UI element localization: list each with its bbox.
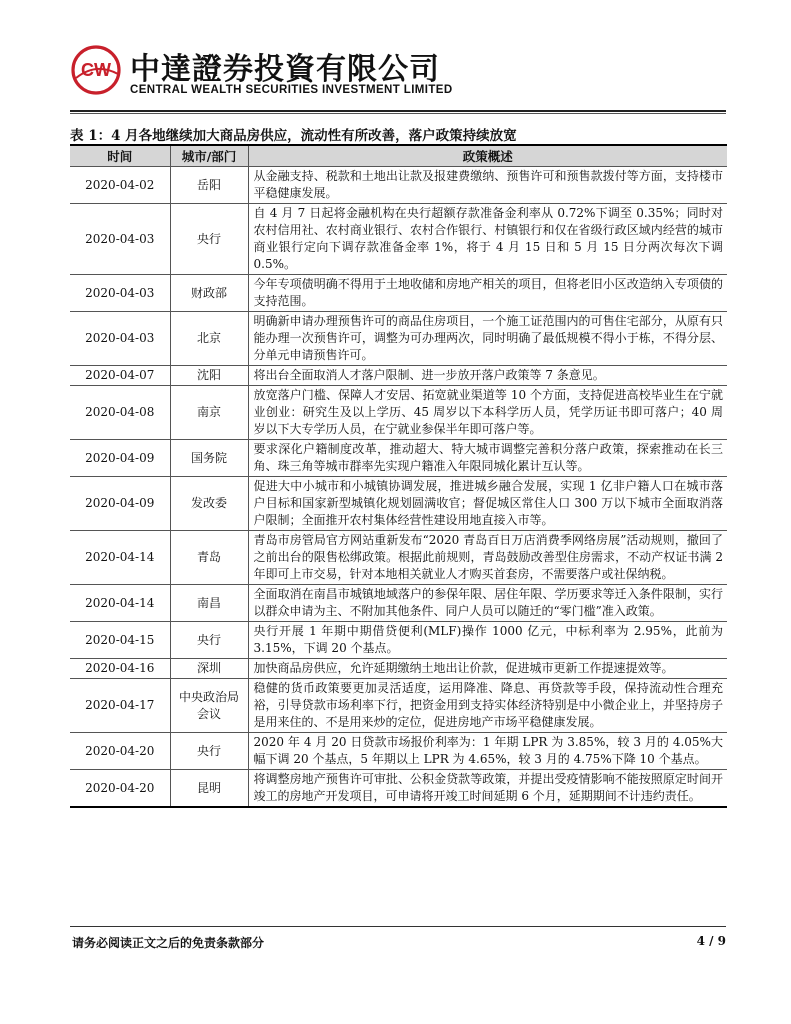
row-desc: 促进大中小城市和小城镇协调发展，推进城乡融合发展，实现 1 亿非户籍人口在城市落户目标和国家新型城镇化规划圆满收官；督促城区常住人口 300 万以下城市全面取消落户限制；全面推开农村集体经营性建设用地直接入市等。	[248, 477, 727, 531]
row-desc: 将出台全面取消人才落户限制、进一步放开落户政策等 7 条意见。	[248, 366, 727, 386]
row-date: 2020-04-09	[70, 477, 170, 531]
row-desc: 今年专项债明确不得用于土地收储和房地产相关的项目，但将老旧小区改造纳入专项债的支持范围。	[248, 275, 727, 312]
row-date: 2020-04-03	[70, 204, 170, 275]
policy-table	[70, 144, 727, 808]
row-city: 沈阳	[170, 366, 248, 386]
row-date: 2020-04-02	[70, 167, 170, 204]
row-desc: 要求深化户籍制度改革，推动超大、特大城市调整完善积分落户政策，探索推动在长三角、珠三角等城市群率先实现户籍准入年限同城化累计互认等。	[248, 440, 727, 477]
footer-disclaimer: 请务必阅读正文之后的免责条款部分	[72, 936, 265, 950]
row-date: 2020-04-16	[70, 659, 170, 679]
row-date: 2020-04-09	[70, 440, 170, 477]
row-city: 青岛	[170, 531, 248, 585]
row-date: 2020-04-03	[70, 312, 170, 366]
row-date: 2020-04-20	[70, 733, 170, 770]
row-city: 央行	[170, 204, 248, 275]
row-desc: 2020 年 4 月 20 日贷款市场报价利率为：1 年期 LPR 为 3.85%，较 3 月的 4.05%大幅下调 20 个基点，5 年期以上 LPR 为 4.65%，较 3 月的 4.75%下降 10 个基点。	[248, 733, 727, 770]
table-row	[70, 440, 727, 477]
table-row	[70, 204, 727, 275]
table-row	[70, 659, 727, 679]
table-row	[70, 585, 727, 622]
row-desc: 自 4 月 7 日起将金融机构在央行超额存款准备金利率从 0.72%下调至 0.35%；同时对农村信用社、农村商业银行、农村合作银行、村镇银行和仅在省级行政区域内经营的城市商业银行定向下调存款准备金率 1%，将于 4 月 15 日和 5 月 15 日分两次每次下调 0.5%。	[248, 204, 727, 275]
row-city: 昆明	[170, 770, 248, 808]
column-header-date: 时间	[70, 145, 170, 167]
table-row	[70, 622, 727, 659]
row-desc: 青岛市房管局官方网站重新发布“2020 青岛百日万店消费季网络房展”活动规则，撤回了之前出台的限售松绑政策。根据此前规则，青岛鼓励改善型住房需求，不动产权证书满 2 年即可上市交易，针对本地相关就业人才购买首套房，不需要落户或社保纳税。	[248, 531, 727, 585]
table-row	[70, 167, 727, 204]
row-date: 2020-04-03	[70, 275, 170, 312]
policy-table-body	[70, 167, 727, 808]
row-city: 财政部	[170, 275, 248, 312]
row-city: 国务院	[170, 440, 248, 477]
row-date: 2020-04-14	[70, 585, 170, 622]
row-desc: 全面取消在南昌市城镇地域落户的参保年限、居住年限、学历要求等迁入条件限制，实行以群众申请为主、不附加其他条件、同户人员可以随迁的“零门槛”准入政策。	[248, 585, 727, 622]
row-city: 岳阳	[170, 167, 248, 204]
row-city: 南京	[170, 386, 248, 440]
row-city: 发改委	[170, 477, 248, 531]
row-city: 央行	[170, 733, 248, 770]
table-row	[70, 531, 727, 585]
table-row	[70, 679, 727, 733]
row-date: 2020-04-07	[70, 366, 170, 386]
row-date: 2020-04-08	[70, 386, 170, 440]
table-header-row	[70, 145, 727, 167]
table-row	[70, 275, 727, 312]
table-row	[70, 366, 727, 386]
row-desc: 明确新申请办理预售许可的商品住房项目，一个施工证范围内的可售住宅部分，从原有只能办理一次预售许可，调整为可办理两次，同时明确了最低规模不得小于栋，不得分层、分单元申请预售许可。	[248, 312, 727, 366]
row-city: 中央政治局会议	[170, 679, 248, 733]
table-row	[70, 312, 727, 366]
row-desc: 加快商品房供应，允许延期缴纳土地出让价款，促进城市更新工作提速提效等。	[248, 659, 727, 679]
logo-text: CW	[81, 60, 111, 80]
row-city: 北京	[170, 312, 248, 366]
row-date: 2020-04-20	[70, 770, 170, 808]
table-row	[70, 770, 727, 808]
footer-divider	[70, 926, 726, 927]
column-header-desc: 政策概述	[248, 145, 727, 167]
row-city: 央行	[170, 622, 248, 659]
company-name-en: CENTRAL WEALTH SECURITIES INVESTMENT LIMITED	[130, 84, 453, 96]
page-number: 4 / 9	[696, 934, 726, 948]
table-row	[70, 386, 727, 440]
row-date: 2020-04-15	[70, 622, 170, 659]
row-date: 2020-04-14	[70, 531, 170, 585]
row-desc: 从金融支持、税款和土地出让款及报建费缴纳、预售许可和预售款拨付等方面，支持楼市平稳健康发展。	[248, 167, 727, 204]
row-desc: 稳健的货币政策要更加灵活适度，运用降准、降息、再贷款等手段，保持流动性合理充裕，引导贷款市场利率下行，把资金用到支持实体经济特别是中小微企业上，并坚持房子是用来住的、不是用来炒的定位，促进房地产市场平稳健康发展。	[248, 679, 727, 733]
row-date: 2020-04-17	[70, 679, 170, 733]
table-title: 表 1：4 月各地继续加大商品房供应，流动性有所改善，落户政策持续放宽	[70, 128, 517, 144]
row-city: 深圳	[170, 659, 248, 679]
header-divider	[70, 110, 726, 112]
row-city: 南昌	[170, 585, 248, 622]
row-desc: 放宽落户门槛、保障人才安居、拓宽就业渠道等 10 个方面，支持促进高校毕业生在宁就业创业：研究生及以上学历、45 周岁以下本科学历人员，凭学历证书即可落户；40 周岁以下大专学历人员，在宁就业参保半年即可落户等。	[248, 386, 727, 440]
row-desc: 央行开展 1 年期中期借贷便利(MLF)操作 1000 亿元，中标利率为 2.95%，此前为 3.15%，下调 20 个基点。	[248, 622, 727, 659]
table-row	[70, 477, 727, 531]
page-header	[70, 40, 730, 102]
row-desc: 将调整房地产预售许可审批、公积金贷款等政策，并提出受疫情影响不能按照原定时间开竣工的房地产开发项目，可申请将开竣工时间延期 6 个月，延期期间不计违约责任。	[248, 770, 727, 808]
header-divider-thin	[70, 113, 726, 114]
column-header-city: 城市/部门	[170, 145, 248, 167]
company-logo-icon	[70, 44, 122, 96]
table-row	[70, 733, 727, 770]
company-name-cn: 中達證券投資有限公司	[130, 52, 440, 87]
